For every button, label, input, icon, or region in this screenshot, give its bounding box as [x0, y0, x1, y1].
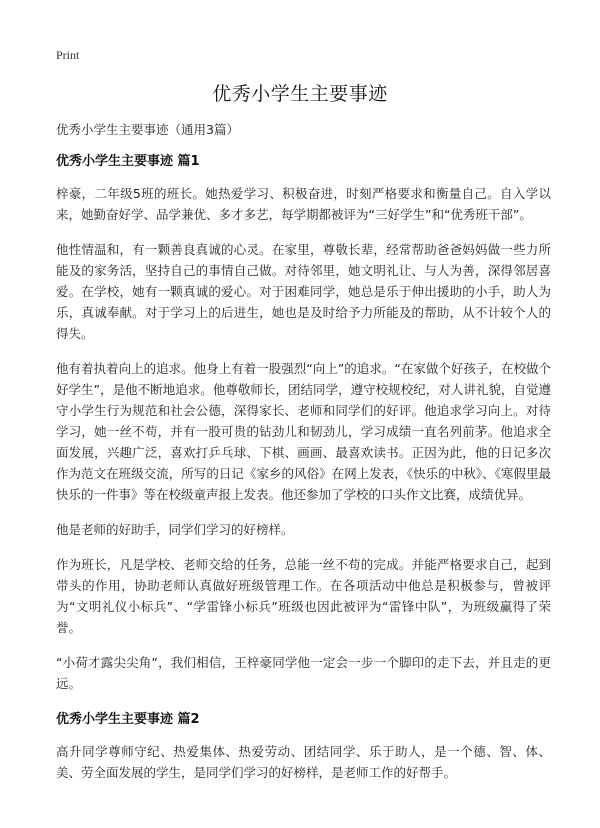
paragraph: 梓豪，二年级5班的班长。她热爱学习、积极奋进，时刻严格要求和衡量自己。自入学以来，她勤奋好学、品学兼优、多才多艺，每学期都被评为“三好学生”和“优秀班干部”。	[56, 186, 551, 222]
section-heading-1: 优秀小学生主要事迹 篇1	[56, 154, 200, 169]
section-heading-2: 优秀小学生主要事迹 篇2	[56, 712, 200, 727]
paragraph: 作为班长，凡是学校、老师交给的任务，总能一丝不苟的完成。并能严格要求自己，起到带头的作用，协助老师认真做好班级管理工作。在各项活动中他总是积极参与，曾被评为“文明礼仪小标兵”、“学雷锋小标兵”班级也因此被评为“雷锋中队”，为班级赢得了荣誉。	[56, 557, 551, 635]
document-body	[56, 150, 551, 797]
paragraph: 他有着执着向上的追求。他身上有着一股强烈“向上”的追求。“在家做个好孩子，在校做个好学生”，是他不断地追求。他尊敬师长，团结同学，遵守校规校纪，对人讲礼貌，自觉遵守小学生行为规范和社会公德，深得家长、老师和同学们的好评。他追求学习向上。对待学习，她一丝不苟，并有一股可贵的钻劲儿和韧劲儿，学习成绩一直名列前茅。他追求全面发展，兴趣广泛，喜欢打乒乓球、下棋、画画、最喜欢读书。正因为此，他的日记多次作为范文在班级交流，所写的日记《家乡的风俗》在网上发表，《快乐的中秋》、《寒假里最快乐的一件事》等在校级童声报上发表。他还参加了学校的口头作文比赛，成绩优异。	[56, 361, 551, 502]
paragraph: 他是老师的好助手，同学们学习的好榜样。	[56, 522, 294, 537]
page-title: 优秀小学生主要事迹	[212, 83, 388, 105]
paragraph: “小荷才露尖尖角”，我们相信，王梓豪同学他一定会一步一个脚印的走下去，并且走的更远。	[56, 655, 551, 691]
paragraph: 他性情温和，有一颗善良真诚的心灵。在家里，尊敬长辈，经常帮助爸爸妈妈做一些力所能及的家务活，坚持自己的事情自己做。对待邻里，她文明礼让、与人为善，深得邻居喜爱。在学校，她有一颗真诚的爱心。对于困难同学，她总是乐于伸出援助的小手，助人为乐，真诚奉献。对于学习上的后进生，她也是及时给予力所能及的帮助，从不计较个人的得失。	[56, 242, 551, 341]
document-subtitle: 优秀小学生主要事迹（通用3篇）	[56, 122, 239, 137]
print-link[interactable]: Print	[56, 48, 80, 62]
paragraph: 高升同学尊师守纪、热爱集体、热爱劳动、团结同学、乐于助人，是一个德、智、体、美、劳全面发展的学生，是同学们学习的好榜样，是老师工作的好帮手。	[56, 744, 551, 780]
